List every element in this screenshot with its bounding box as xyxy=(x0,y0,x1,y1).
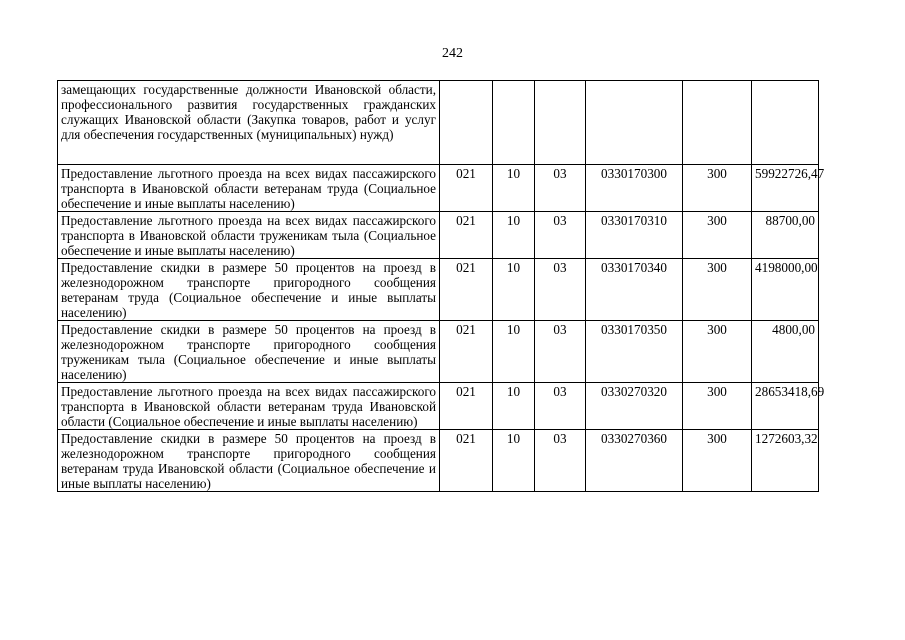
empty-cell xyxy=(752,81,819,165)
target-article-code: 0330170350 xyxy=(586,321,683,383)
row-description: Предоставление льготного проезда на всех видах пассажирского транспорта в Ивановской области ветеранам труда Ивановской области (Социальное обеспечение и иные выплаты населению) xyxy=(58,383,440,430)
expense-type-code: 300 xyxy=(683,259,752,321)
row-description: Предоставление льготного проезда на всех видах пассажирского транспорта в Ивановской области ветеранам труда (Социальное обеспечение и иные выплаты населению) xyxy=(58,165,440,212)
section-code: 10 xyxy=(493,212,535,259)
row-description: Предоставление скидки в размере 50 процентов на проезд в железнодорожном транспорте пригородного сообщения труженикам тыла (Социальное обеспечение и иные выплаты населению) xyxy=(58,321,440,383)
budget-table xyxy=(57,80,825,492)
subsection-code: 03 xyxy=(535,259,586,321)
table-row-continuation xyxy=(58,81,819,165)
row-description: Предоставление скидки в размере 50 процентов на проезд в железнодорожном транспорте пригородного сообщения ветеранам труда Ивановской области (Социальное обеспечение и иные выплаты населению) xyxy=(58,430,440,492)
subsection-code: 03 xyxy=(535,212,586,259)
ministry-code: 021 xyxy=(440,165,493,212)
subsection-code: 03 xyxy=(535,321,586,383)
subsection-code: 03 xyxy=(535,383,586,430)
ministry-code: 021 xyxy=(440,212,493,259)
empty-cell xyxy=(586,81,683,165)
amount: 4198000,00 xyxy=(752,259,819,321)
amount: 59922726,47 xyxy=(752,165,819,212)
section-code: 10 xyxy=(493,165,535,212)
ministry-code: 021 xyxy=(440,259,493,321)
amount: 28653418,69 xyxy=(752,383,819,430)
ministry-code: 021 xyxy=(440,383,493,430)
empty-cell xyxy=(683,81,752,165)
amount: 4800,00 xyxy=(752,321,819,383)
table-row xyxy=(58,165,819,212)
empty-cell xyxy=(535,81,586,165)
row-description: Предоставление льготного проезда на всех видах пассажирского транспорта в Ивановской области труженикам тыла (Социальное обеспечение и иные выплаты населению) xyxy=(58,212,440,259)
row-description: замещающих государственные должности Ивановской области, профессионального развития государственных гражданских служащих Ивановской области (Закупка товаров, работ и услуг для обеспечения государственных (муниципальных) нужд) xyxy=(58,81,440,165)
target-article-code: 0330270320 xyxy=(586,383,683,430)
section-code: 10 xyxy=(493,383,535,430)
target-article-code: 0330170340 xyxy=(586,259,683,321)
subsection-code: 03 xyxy=(535,430,586,492)
expense-type-code: 300 xyxy=(683,321,752,383)
expense-type-code: 300 xyxy=(683,383,752,430)
section-code: 10 xyxy=(493,430,535,492)
table-row xyxy=(58,430,819,492)
table-row xyxy=(58,383,819,430)
ministry-code: 021 xyxy=(440,321,493,383)
target-article-code: 0330270360 xyxy=(586,430,683,492)
section-code: 10 xyxy=(493,321,535,383)
target-article-code: 0330170310 xyxy=(586,212,683,259)
target-article-code: 0330170300 xyxy=(586,165,683,212)
subsection-code: 03 xyxy=(535,165,586,212)
table-row xyxy=(58,259,819,321)
section-code: 10 xyxy=(493,259,535,321)
row-description: Предоставление скидки в размере 50 процентов на проезд в железнодорожном транспорте пригородного сообщения ветеранам труда (Социальное обеспечение и иные выплаты населению) xyxy=(58,259,440,321)
ministry-code: 021 xyxy=(440,430,493,492)
amount: 1272603,32 xyxy=(752,430,819,492)
empty-cell xyxy=(440,81,493,165)
table-row xyxy=(58,321,819,383)
table-row xyxy=(58,212,819,259)
expense-type-code: 300 xyxy=(683,430,752,492)
page-number: 242 xyxy=(442,46,463,61)
expense-type-code: 300 xyxy=(683,212,752,259)
expense-type-code: 300 xyxy=(683,165,752,212)
empty-cell xyxy=(493,81,535,165)
amount: 88700,00 xyxy=(752,212,819,259)
